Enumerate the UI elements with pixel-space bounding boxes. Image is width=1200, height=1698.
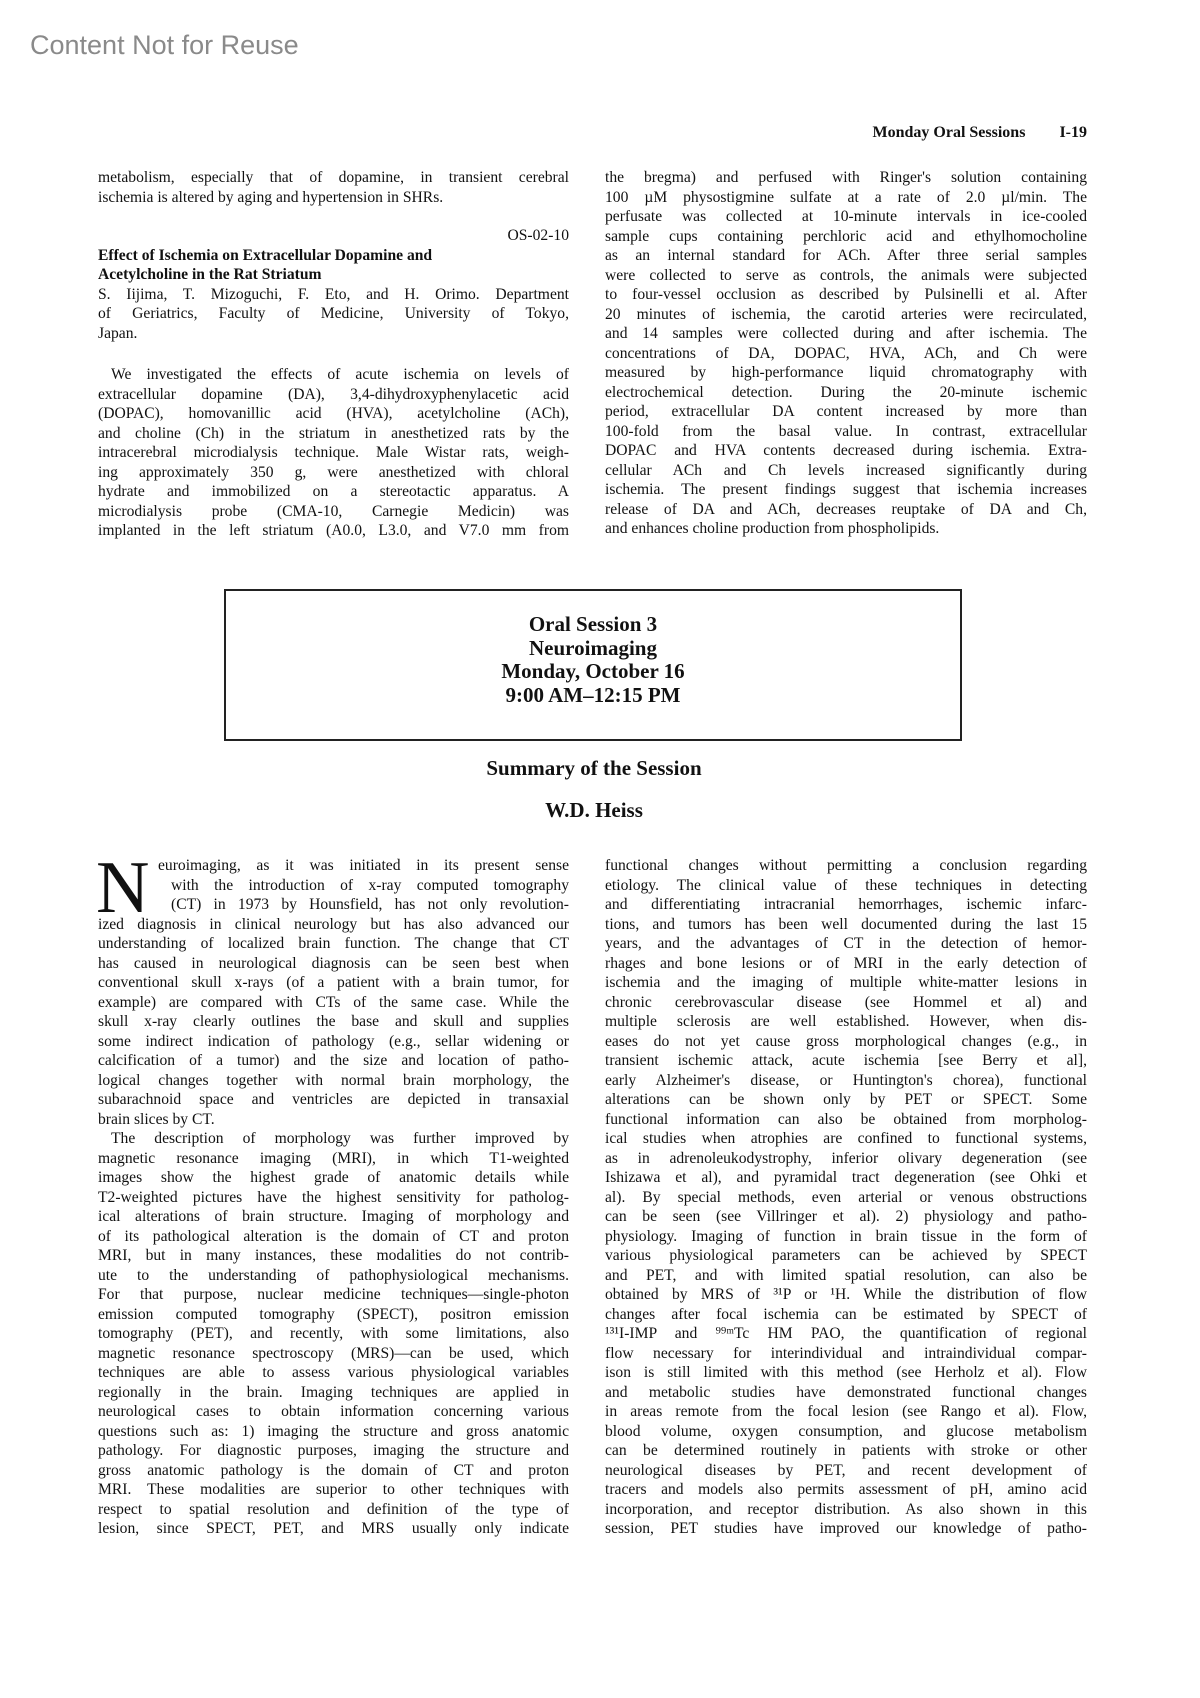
text-line: ing approximately 350 g, were anesthetized with chloral [98,463,569,481]
text-line: metabolism, especially that of dopamine, in transient cerebral [98,169,569,186]
running-head [873,124,1087,142]
text-line: images show the highest grade of anatomic details while [98,1169,569,1186]
text-line: emission computed tomography (SPECT), positron emission [98,1305,569,1323]
text-line: regionally in the brain. Imaging techniques are applied in [98,1383,569,1401]
text-line: functional information can also be obtained from morpholog- [605,1110,1087,1128]
text-line: ischemia. The present findings suggest that ischemia increases [605,481,1087,498]
text-line: in areas remote from the focal lesion (see Rango et al). Flow, [605,1403,1087,1420]
top-right-column [605,168,1087,539]
text-line: years, and the advantages of CT in the detection of hemor- [605,935,1087,952]
summary-left-column [98,856,569,1539]
text-line: For that purpose, nuclear medicine techniques—single-photon [98,1286,569,1303]
text-line: physiology. Imaging of function in brain tissue in the form of [605,1227,1087,1245]
text-line: with the introduction of x-ray computed tomography [171,876,569,894]
text-line: implanted in the left striatum (A0.0, L3.0, and V7.0 mm from [98,522,569,539]
text-line: and 14 samples were collected during and after ischemia. The [605,325,1087,342]
text-line: The description of morphology was further improved by [111,1130,569,1147]
text-line: We investigated the effects of acute ischemia on levels of [111,366,569,383]
text-line: sample cups containing perchloric acid and ethylhomocholine [605,227,1087,245]
text-line: (CT) in 1973 by Hounsfield, has not only revolution- [171,896,569,913]
text-line: and enhances choline production from phospholipids. [605,520,940,537]
text-line: lesion, since SPECT, PET, and MRS usually only indicate [98,1520,569,1537]
text-line: (DOPAC), homovanillic acid (HVA), acetylcholine (ACh), [98,405,569,422]
text-line: DOPAC and HVA contents decreased during ischemia. Extra- [605,442,1087,459]
text-line: ical alterations of brain structure. Imaging of morphology and [98,1208,569,1225]
text-line: MRI, but in many instances, these modalities do not contrib- [98,1247,569,1264]
text-line: concentrations of DA, DOPAC, HVA, ACh, and Ch were [605,344,1087,362]
text-line: ischemia and the imaging of multiple white-matter lesions in [605,974,1087,991]
text-line: intracerebral microdialysis technique. Male Wistar rats, weigh- [98,444,569,461]
text-line: changes after focal ischemia can be estimated by SPECT of [605,1305,1087,1323]
text-line: ison is still limited with this method (see Herholz et al). Flow [605,1364,1087,1381]
text-line: as an internal standard for ACh. After three serial samples [605,247,1087,264]
text-line: extracellular dopamine (DA), 3,4-dihydroxyphenylacetic acid [98,385,569,403]
text-line: example) are compared with CTs of the same case. While the [98,993,569,1011]
text-line: ical studies when atrophies are confined to functional systems, [605,1130,1087,1147]
text-line: period, extracellular DA content increased by more than [605,403,1087,420]
text-line: neurological diseases by PET, and recent development of [605,1461,1087,1479]
text-line: techniques are able to assess various physiological variables [98,1364,569,1381]
text-line: and differentiating intracranial hemorrhages, ischemic infarc- [605,896,1087,913]
summary-right-column [605,856,1087,1539]
watermark: Content Not for Reuse [30,30,299,60]
session-box-line: Oral Session 3 [528,612,658,636]
text-line: ute to the understanding of pathophysiological mechanisms. [98,1266,569,1284]
text-line: respect to spatial resolution and definition of the type of [98,1500,569,1518]
text-line: blood volume, oxygen consumption, and glucose metabolism [605,1422,1087,1440]
text-line: calcification of a tumor) and the size and location of patho- [98,1052,569,1069]
text-line: and PET, and with limited spatial resolution, can also be [605,1266,1087,1284]
abstract-author-line: S. Iijima, T. Mizoguchi, F. Eto, and H. Orimo. Department [98,285,569,303]
text-line: MRI. These modalities are superior to other techniques with [98,1481,569,1498]
text-line: tomography (PET), and recently, with some limitations, also [98,1325,569,1342]
text-line: understanding of localized brain function. The change that CT [98,935,569,952]
text-line: Ishizawa et al), and pyramidal tract degeneration (see Ohki et [605,1169,1087,1186]
spacer [98,207,569,226]
text-line: functional changes without permitting a conclusion regarding [605,857,1087,874]
text-line: were collected to serve as controls, the animals were subjected [605,266,1087,284]
summary-author: W.D. Heiss [545,798,643,822]
top-left-column [98,168,569,541]
text-line: multiple sclerosis are well established. However, when dis- [605,1013,1087,1030]
text-line: T2-weighted pictures have the highest sensitivity for patholog- [98,1188,569,1206]
abstract-title-line: Effect of Ischemia on Extracellular Dopamine and [98,246,433,264]
text-line: and choline (Ch) in the striatum in anesthetized rats by the [98,424,569,442]
abstract-code: OS-02-10 [507,227,569,244]
text-line: conventional skull x-rays (of a patient with a brain tumor, for [98,974,569,991]
text-line: logical changes together with normal brain morphology, the [98,1071,569,1089]
abstract-author-line: Japan. [98,324,138,342]
text-line: transient ischemic attack, acute ischemia [see Berry et al], [605,1052,1087,1069]
text-line: the bregma) and perfused with Ringer's solution containing [605,169,1087,186]
text-line: euroimaging, as it was initiated in its present sense [158,857,569,874]
text-line: microdialysis probe (CMA-10, Carnegie Medicin) was [98,502,569,520]
text-line: and metabolic studies have demonstrated functional changes [605,1383,1087,1401]
text-line: eases do not yet cause gross morphological changes (e.g., in [605,1032,1087,1050]
text-line: rhages and bone lesions or of MRI in the early detection of [605,954,1087,972]
text-line: tracers and models also permits assessment of pH, amino acid [605,1481,1087,1498]
text-line: neurological cases to obtain information concerning various [98,1403,569,1420]
text-line: hydrate and immobilized on a stereotactic apparatus. A [98,483,569,500]
text-line: has caused in neurological diagnosis can be seen best when [98,954,569,972]
text-line: chronic cerebrovascular disease (see Hommel et al) and [605,993,1087,1011]
text-line: session, PET studies have improved our knowledge of patho- [605,1520,1087,1537]
text-line: magnetic resonance spectroscopy (MRS)—can be used, which [98,1344,569,1362]
text-line: 20 minutes of ischemia, the carotid arteries were recirculated, [605,305,1087,323]
abstract-author-line: of Geriatrics, Faculty of Medicine, University of Tokyo, [98,305,569,322]
text-line: ized diagnosis in clinical neurology but has also advanced our [98,915,569,933]
text-line: some indirect indication of pathology (e.g., sellar widening or [98,1032,569,1050]
abstract-title-line: Acetylcholine in the Rat Striatum [98,266,322,283]
text-line: obtained by MRS of ³¹P or ¹H. While the distribution of flow [605,1286,1087,1303]
text-line: early Alzheimer's disease, or Huntington's chorea), functional [605,1071,1087,1089]
text-line: ischemia is altered by aging and hypertension in SHRs. [98,188,444,206]
session-box-line: 9:00 AM–12:15 PM [505,682,681,707]
text-line: of its pathological alteration is the domain of CT and proton [98,1227,569,1245]
text-line: as in adrenoleukodystrophy, inferior olivary degeneration (see [605,1149,1087,1167]
text-line: 100-fold from the basal value. In contrast, extracellular [605,422,1087,440]
drop-cap: N [96,847,150,929]
text-line: skull x-ray clearly outlines the base and skull and supplies [98,1013,569,1030]
text-line: incorporation, and receptor distribution. As also shown in this [605,1500,1087,1518]
text-line: measured by high-performance liquid chromatography with [605,364,1087,381]
text-line: questions such as: 1) imaging the structure and gross anatomic [98,1422,569,1440]
running-head-title: Monday Oral Sessions [872,124,1026,141]
text-line: to four-vessel occlusion as described by Pulsinelli et al. After [605,286,1087,303]
text-line: electrochemical detection. During the 20-minute ischemic [605,383,1087,401]
summary-title: Summary of the Session [486,756,702,780]
text-line: flow necessary for interindividual and intraindividual compar- [605,1344,1087,1362]
text-line: can be determined routinely in patients with stroke or other [605,1442,1087,1459]
spacer [98,343,569,365]
text-line: can be seen (see Villringer et al). 2) physiology and patho- [605,1208,1087,1225]
text-line: ¹³¹I-IMP and ⁹⁹ᵐTc HM PAO, the quantification of regional [605,1325,1087,1342]
text-line: subarachnoid space and ventricles are depicted in transaxial [98,1091,569,1108]
text-line: tions, and tumors has been well documented during the last 15 [605,915,1087,933]
text-line: pathology. For diagnostic purposes, imaging the structure and [98,1442,569,1459]
text-line: etiology. The clinical value of these techniques in detecting [605,876,1087,894]
text-line: various physiological parameters can be achieved by SPECT [605,1247,1087,1264]
page-number: I-19 [1059,124,1087,141]
session-box-line: Monday, October 16 [501,659,685,683]
session-box-text [226,613,960,707]
session-box-line: Neuroimaging [529,635,657,660]
session-box [224,589,962,741]
text-line: cellular ACh and Ch levels increased significantly during [605,461,1087,479]
text-line: magnetic resonance imaging (MRI), in which T1-weighted [98,1149,569,1167]
text-line: gross anatomic pathology is the domain of CT and proton [98,1461,569,1479]
text-line: alterations can be shown only by PET or SPECT. Some [605,1091,1087,1108]
text-line: al). By special methods, even arterial or venous obstructions [605,1188,1087,1206]
text-line: perfusate was collected at 10-minute intervals in ice-cooled [605,208,1087,225]
text-line: brain slices by CT. [98,1110,215,1128]
text-line: release of DA and ACh, decreases reuptake of DA and Ch, [605,500,1087,518]
text-line: 100 µM physostigmine sulfate at a rate of 2.0 µl/min. The [605,188,1087,206]
